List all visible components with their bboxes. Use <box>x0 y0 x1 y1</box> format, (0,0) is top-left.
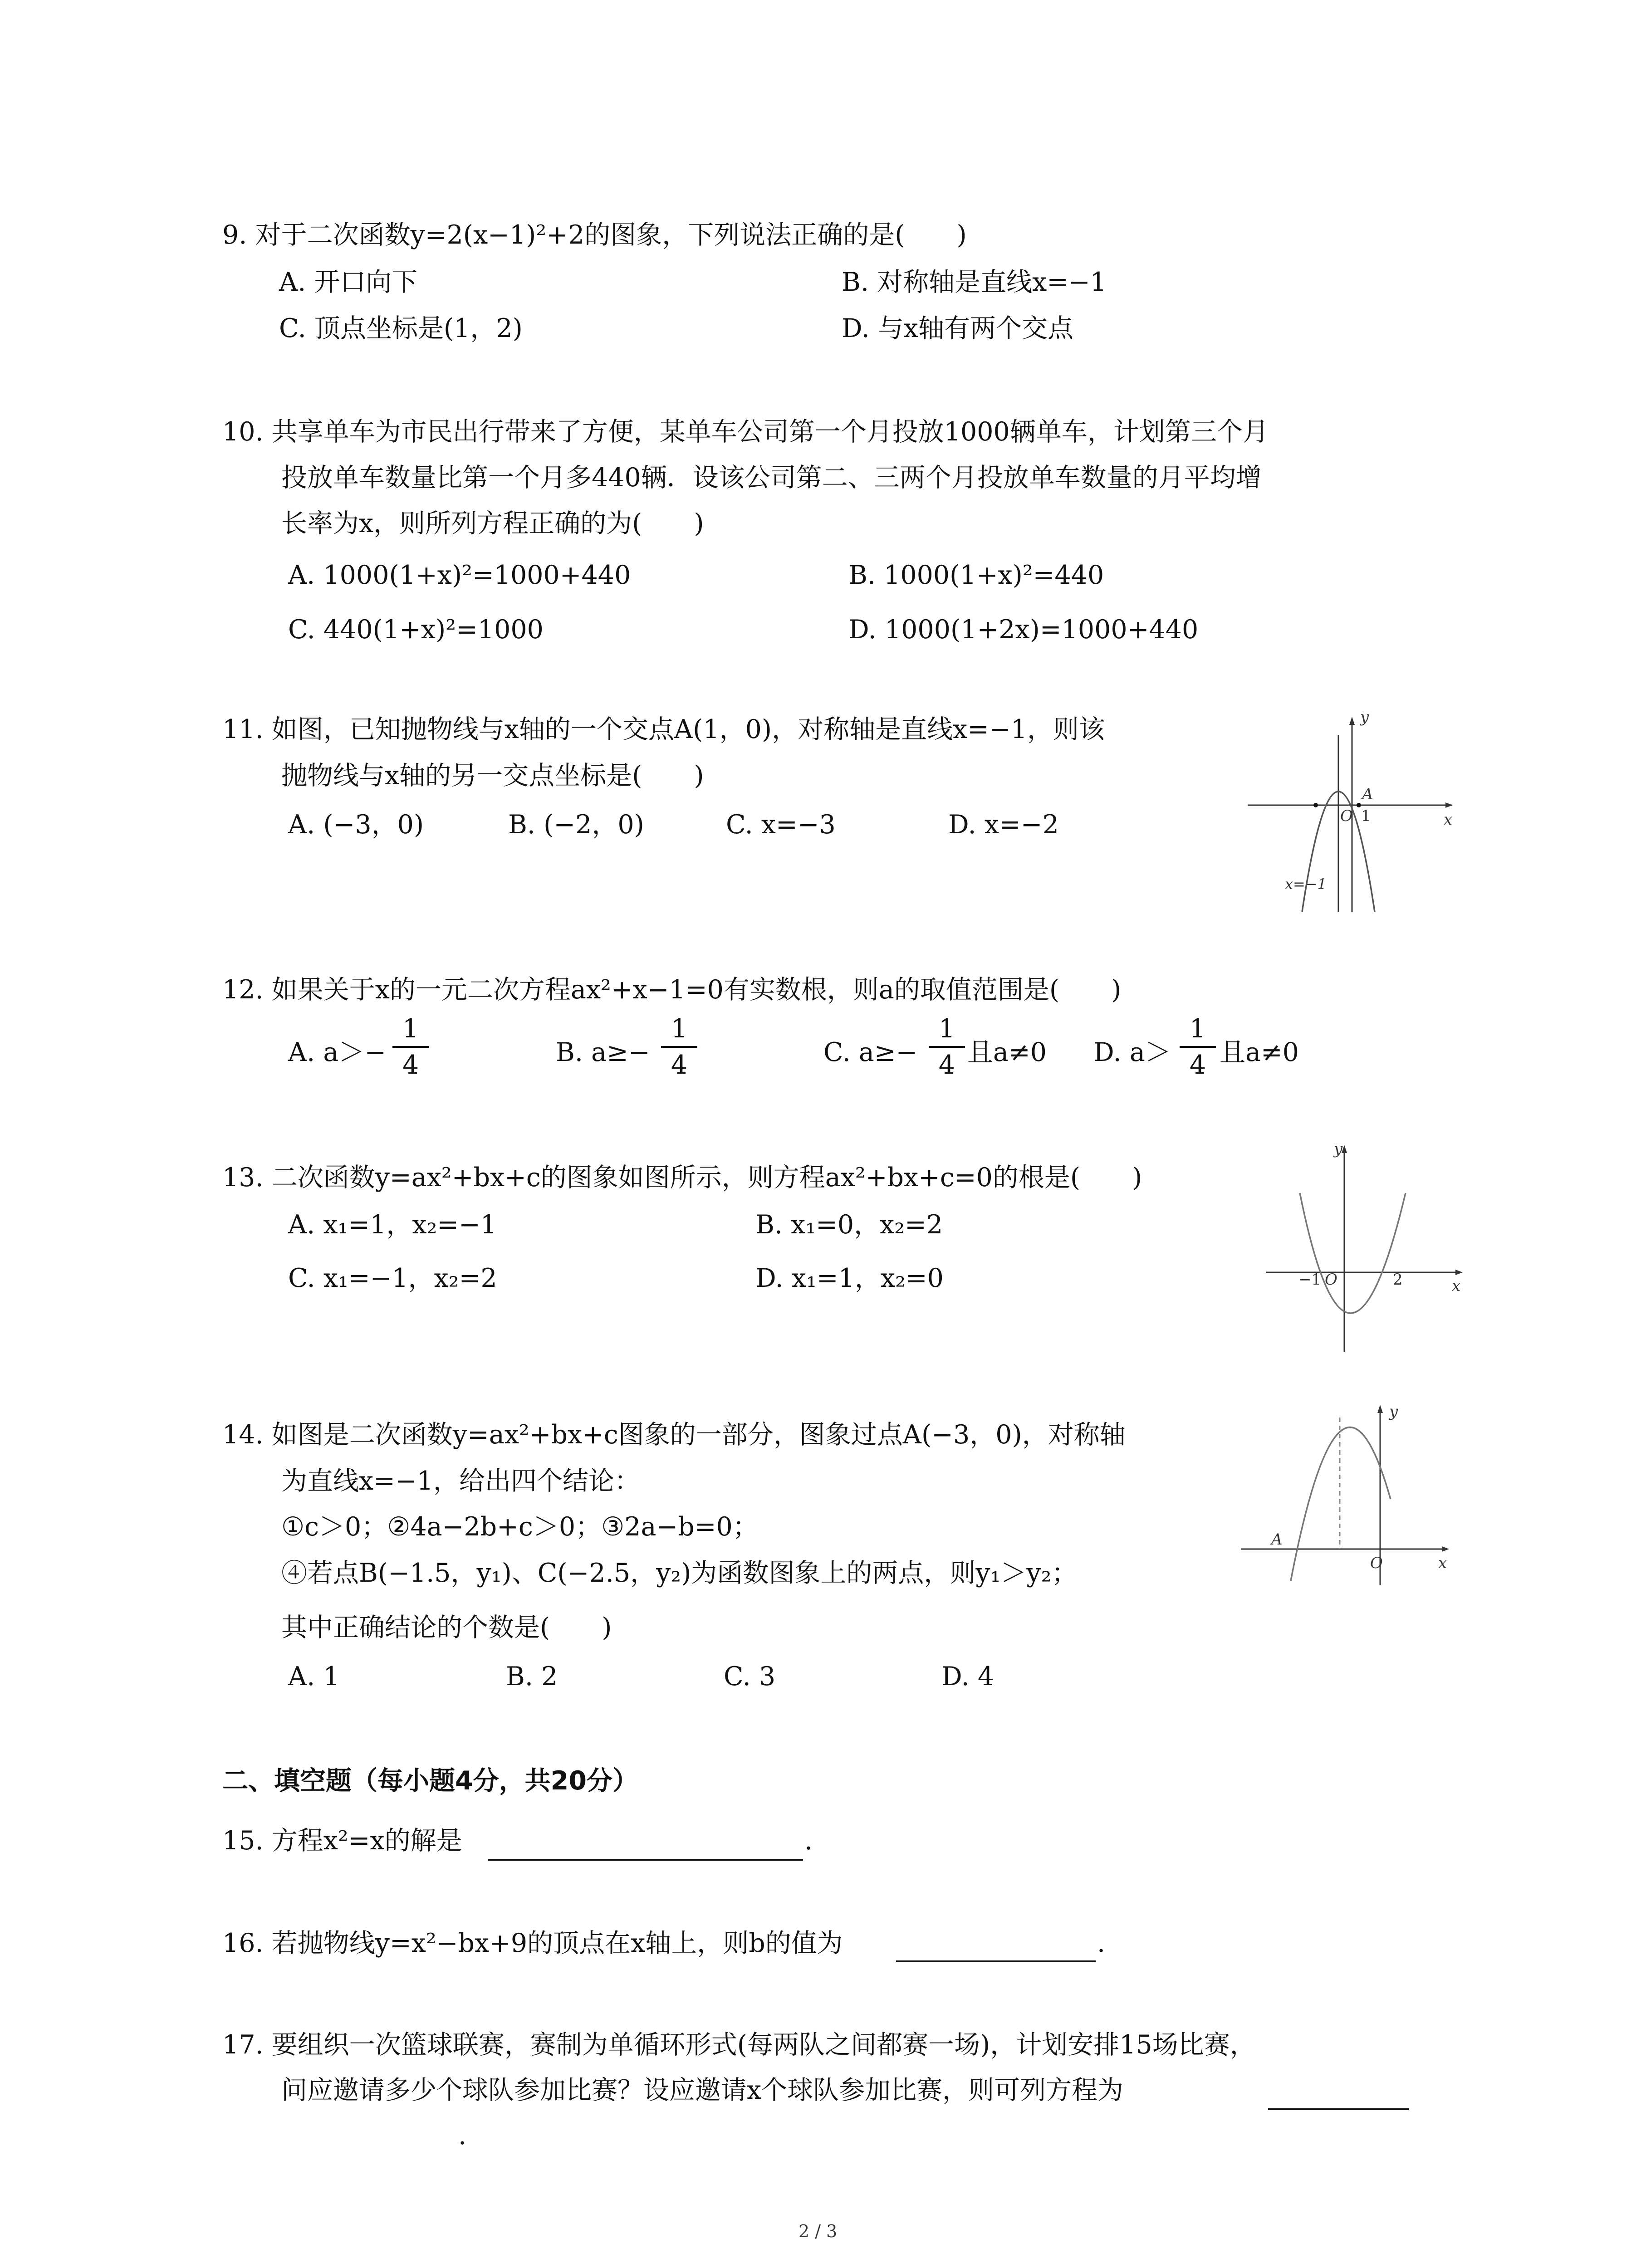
q9-option-a: A. 开口向下 <box>279 267 418 297</box>
q13-origin-label: O <box>1325 1271 1337 1289</box>
q14-y-axis-arrow <box>1377 1405 1383 1413</box>
q13-tick-2: 2 <box>1393 1271 1403 1289</box>
fraction-bar <box>661 1046 697 1048</box>
q14-line-3: ①c＞0；②4a−2b+c＞0；③2a−b=0； <box>281 1512 759 1542</box>
q11-option-d: D. x=−2 <box>948 810 1059 840</box>
q12-option-d-suffix: 且a≠0 <box>1220 1037 1299 1067</box>
q12-option-c-suffix: 且a≠0 <box>967 1037 1047 1067</box>
q13-tick-minus-1: −1 <box>1298 1271 1322 1289</box>
q16-answer-blank[interactable] <box>896 1960 1096 1962</box>
q11-a-label: A <box>1362 785 1373 803</box>
q14-a-label: A <box>1271 1530 1283 1549</box>
q11-figure <box>1243 712 1461 921</box>
q11-origin-label: O <box>1340 807 1353 825</box>
q9-option-d: D. 与x轴有两个交点 <box>842 313 1074 343</box>
section-2-title: 二、填空题（每小题4分，共20分） <box>222 1766 638 1796</box>
fraction-bar <box>1180 1046 1216 1048</box>
q14-option-b: B. 2 <box>506 1662 558 1691</box>
q10-line-3: 长率为x，则所列方程正确的为( ) <box>281 508 704 538</box>
q13-option-b: B. x₁=0，x₂=2 <box>755 1210 943 1240</box>
q10-option-d: D. 1000(1+2x)=1000+440 <box>848 615 1199 645</box>
q11-option-b: B. (−2，0) <box>508 810 644 840</box>
fraction-denominator: 4 <box>402 1050 419 1080</box>
q10-line-1: 10. 共享单车为市民出行带来了方便，某单车公司第一个月投放1000辆单车，计划第三个月 <box>222 417 1269 447</box>
page-number: 2 / 3 <box>798 2221 838 2241</box>
q14-origin-label: O <box>1370 1554 1383 1572</box>
q9-stem: 9. 对于二次函数y=2(x−1)²+2的图象，下列说法正确的是( ) <box>222 220 967 250</box>
q17-line-2: 问应邀请多少个球队参加比赛？设应邀请x个球队参加比赛，则可列方程为 <box>281 2075 1124 2105</box>
q11-point-a <box>1357 803 1361 807</box>
q11-line-2: 抛物线与x轴的另一交点坐标是( ) <box>281 761 704 791</box>
q13-x-axis-arrow <box>1455 1270 1463 1275</box>
q14-x-axis-arrow <box>1442 1546 1449 1552</box>
q15-answer-blank[interactable] <box>488 1859 803 1861</box>
q15-text: 15. 方程x²=x的解是 <box>222 1826 462 1856</box>
q10-option-a: A. 1000(1+x)²=1000+440 <box>288 560 631 590</box>
q10-line-2: 投放单车数量比第一个月多440辆．设该公司第二、三两个月投放单车数量的月平均增 <box>281 463 1262 493</box>
q14-x-label: x <box>1438 1554 1447 1572</box>
fraction-numerator: 1 <box>1189 1014 1206 1044</box>
fraction-numerator: 1 <box>938 1014 955 1044</box>
q13-option-a: A. x₁=1，x₂=−1 <box>288 1210 497 1240</box>
q9-option-b: B. 对称轴是直线x=−1 <box>842 267 1107 297</box>
fraction-numerator: 1 <box>402 1014 419 1044</box>
q11-point-other <box>1313 803 1318 807</box>
q12-option-d-prefix: D. a＞ <box>1093 1037 1171 1067</box>
q17-answer-blank[interactable] <box>1268 2108 1409 2110</box>
q11-line-1: 11. 如图，已知抛物线与x轴的一个交点A(1，0)，对称轴是直线x=−1，则该 <box>222 714 1105 744</box>
q16-period: . <box>1097 1928 1106 1958</box>
q14-option-c: C. 3 <box>724 1662 776 1691</box>
fraction-denominator: 4 <box>671 1050 688 1080</box>
q13-option-c: C. x₁=−1，x₂=2 <box>288 1263 497 1293</box>
q17-line-1: 17. 要组织一次篮球联赛，赛制为单循环形式(每两队之间都赛一场)，计划安排15场比赛， <box>222 2030 1256 2060</box>
q12-stem: 12. 如果关于x的一元二次方程ax²+x−1=0有实数根，则a的取值范围是( ) <box>222 975 1122 1005</box>
q14-figure <box>1234 1395 1461 1594</box>
q13-x-label: x <box>1452 1277 1461 1295</box>
q14-y-label: y <box>1389 1403 1398 1421</box>
q13-stem: 13. 二次函数y=ax²+bx+c的图象如图所示，则方程ax²+bx+c=0的根是( ) <box>222 1163 1142 1193</box>
q11-y-axis-arrow <box>1349 717 1355 725</box>
q11-x-label: x <box>1444 811 1453 829</box>
q13-option-d: D. x₁=1，x₂=0 <box>755 1263 944 1293</box>
q16-text: 16. 若抛物线y=x²−bx+9的顶点在x轴上，则b的值为 <box>222 1928 843 1958</box>
q12-option-b-prefix: B. a≥− <box>556 1037 650 1067</box>
q11-option-c: C. x=−3 <box>726 810 836 840</box>
q14-line-2: 为直线x=−1，给出四个结论： <box>281 1466 640 1496</box>
q11-x-axis-arrow <box>1445 802 1453 808</box>
q13-y-label: y <box>1334 1140 1343 1158</box>
q12-option-c-prefix: C. a≥− <box>823 1037 918 1067</box>
q10-option-b: B. 1000(1+x)²=440 <box>848 560 1104 590</box>
q17-period: . <box>458 2121 467 2151</box>
q12-option-a-prefix: A. a＞− <box>288 1037 387 1067</box>
q11-axis-note: x=−1 <box>1285 875 1327 893</box>
q14-line-5: 其中正确结论的个数是( ) <box>281 1613 612 1642</box>
q10-option-c: C. 440(1+x)²=1000 <box>288 615 544 645</box>
fraction-bar <box>392 1046 429 1048</box>
fraction-denominator: 4 <box>1189 1050 1206 1080</box>
q15-period: . <box>804 1826 813 1856</box>
fraction-bar <box>929 1046 965 1048</box>
q11-y-label: y <box>1360 712 1369 726</box>
q14-line-1: 14. 如图是二次函数y=ax²+bx+c图象的一部分，图象过点A(−3，0)，对称轴 <box>222 1420 1126 1450</box>
q14-option-d: D. 4 <box>941 1662 994 1691</box>
q11-tick-1: 1 <box>1361 807 1371 825</box>
fraction-numerator: 1 <box>671 1014 688 1044</box>
fraction-denominator: 4 <box>938 1050 955 1080</box>
q14-option-a: A. 1 <box>288 1662 340 1691</box>
q11-option-a: A. (−3，0) <box>288 810 424 840</box>
q9-option-c: C. 顶点坐标是(1，2) <box>279 313 523 343</box>
q13-parabola <box>1300 1193 1406 1313</box>
q13-figure <box>1261 1139 1470 1361</box>
q14-line-4: ④若点B(−1.5，y₁)、C(−2.5，y₂)为函数图象上的两点，则y₁＞y₂； <box>281 1558 1078 1588</box>
